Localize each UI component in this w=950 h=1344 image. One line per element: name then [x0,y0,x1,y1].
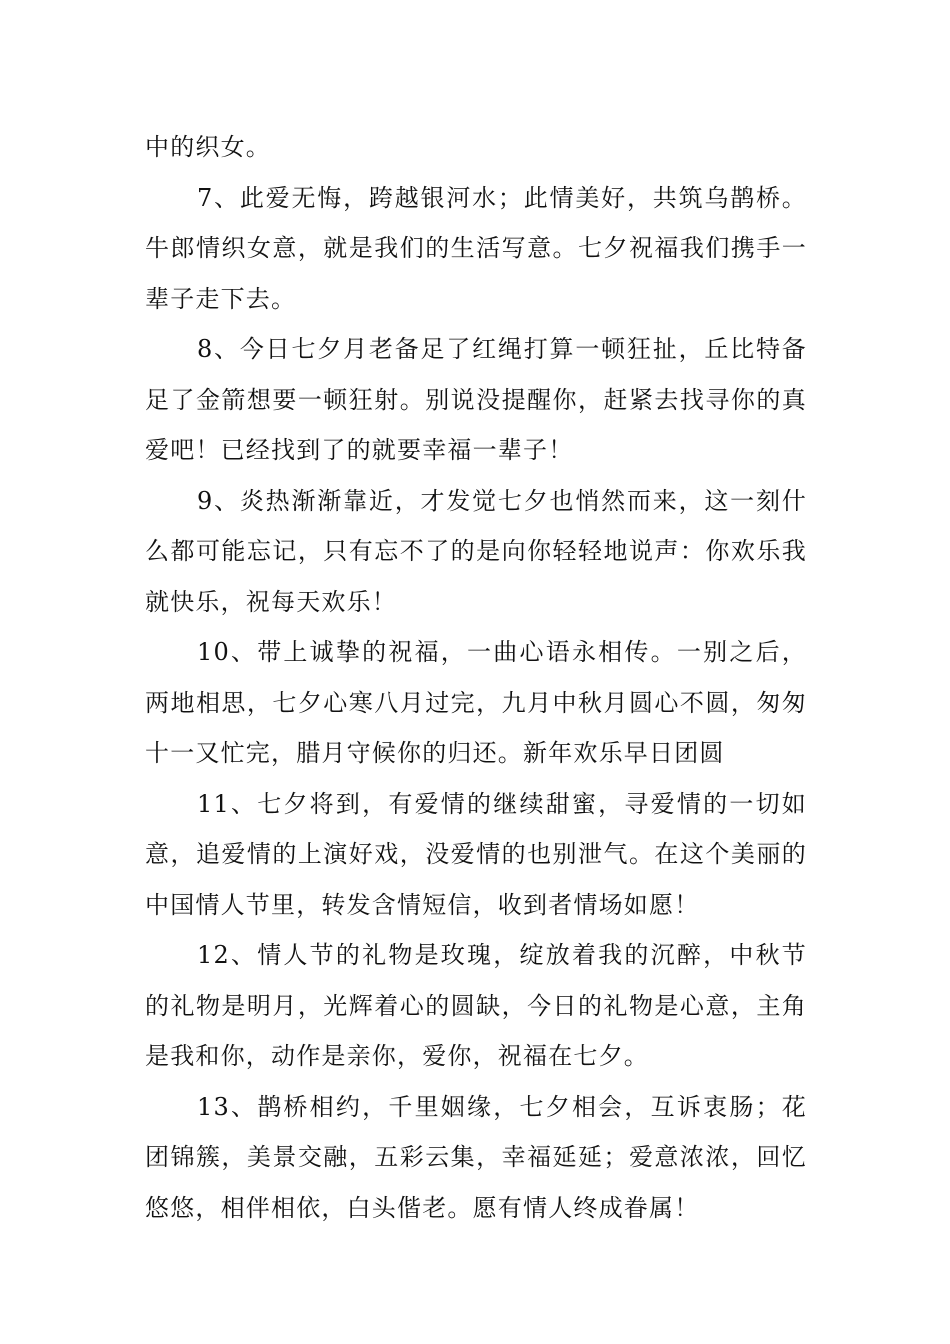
paragraph-item-7: 7、此爱无悔，跨越银河水；此情美好，共筑乌鹊桥。牛郎情织女意，就是我们的生活写意。七夕祝福我们携手一辈子走下去。 [145,183,807,313]
paragraph-item-11: 11、七夕将到，有爱情的继续甜蜜，寻爱情的一切如意，追爱情的上演好戏，没爱情的也别泄气。在这个美丽的中国情人节里，转发含情短信，收到者情场如愿！ [145,789,807,919]
paragraph-item-9: 9、炎热渐渐靠近，才发觉七夕也悄然而来，这一刻什么都可能忘记，只有忘不了的是向你轻轻地说声：你欢乐我就快乐，祝每天欢乐！ [145,486,807,616]
paragraph-item-8: 8、今日七夕月老备足了红绳打算一顿狂扯，丘比特备足了金箭想要一顿狂射。别说没提醒你，赶紧去找寻你的真爱吧！已经找到了的就要幸福一辈子！ [145,335,807,464]
document-body [145,122,807,1233]
paragraph-item-10: 10、带上诚挚的祝福，一曲心语永相传。一别之后，两地相思，七夕心寒八月过完，九月中秋月圆心不圆，匆匆十一又忙完，腊月守候你的归还。新年欢乐早日团圆 [145,638,807,767]
paragraph-continuation: 中的织女。 [145,133,271,161]
paragraph-item-12: 12、情人节的礼物是玫瑰，绽放着我的沉醉，中秋节的礼物是明月，光辉着心的圆缺，今日的礼物是心意，主角是我和你，动作是亲你，爱你，祝福在七夕。 [145,941,807,1070]
paragraph-item-13: 13、鹊桥相约，千里姻缘，七夕相会，互诉衷肠；花团锦簇，美景交融，五彩云集，幸福延延；爱意浓浓，回忆悠悠，相伴相依，白头偕老。愿有情人终成眷属！ [145,1092,807,1222]
